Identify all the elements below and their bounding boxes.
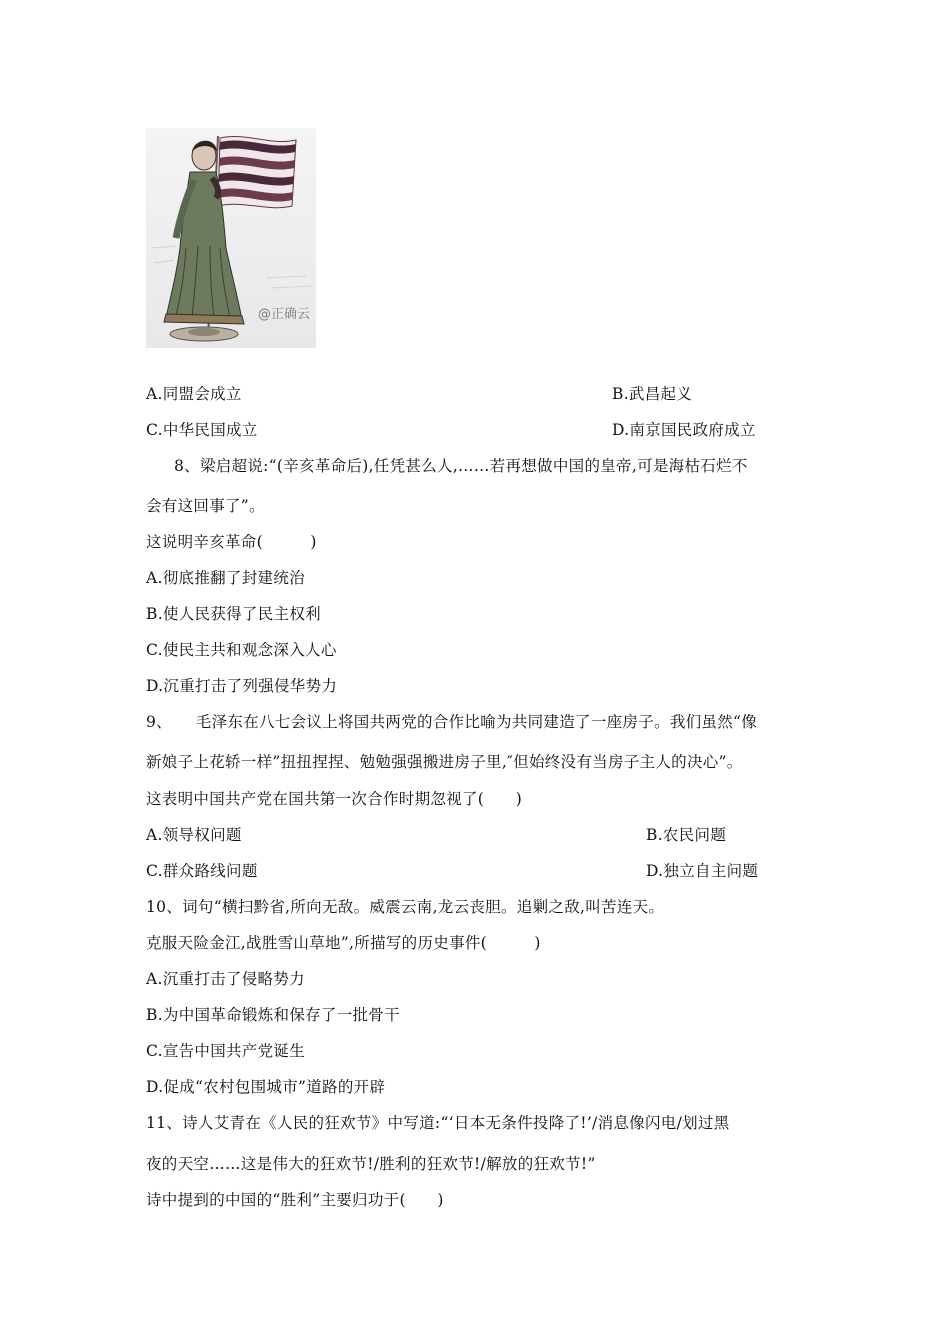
watermark-text: @正确云 xyxy=(258,307,311,322)
q11-stem-line3: 诗中提到的中国的“胜利”主要归功于( ) xyxy=(146,1191,444,1209)
q8-option-a: A.彻底推翻了封建统治 xyxy=(146,569,305,587)
q9-option-b: B.农民问题 xyxy=(646,826,727,844)
q9-option-d: D.独立自主问题 xyxy=(646,862,759,880)
q9-stem-line2: 新娘子上花轿一样”扭扭捏捏、勉勉强强搬进房子里,″但始终没有当房子主人的决心”。 xyxy=(146,753,743,771)
q10-option-b: B.为中国革命锻炼和保存了一批骨干 xyxy=(146,1006,400,1024)
q8-stem-line3: 这说明辛亥革命( ) xyxy=(146,533,317,551)
q7-option-d: D.南京国民政府成立 xyxy=(612,421,756,439)
q8-option-c: C.使民主共和观念深入人心 xyxy=(146,641,337,659)
q10-option-d: D.促成“农村包围城市”道路的开辟 xyxy=(146,1078,386,1096)
q11-stem-line2: 夜的天空……这是伟大的狂欢节!/胜利的狂欢节!/解放的狂欢节!” xyxy=(146,1155,596,1173)
q7-option-a: A.同盟会成立 xyxy=(146,385,242,403)
q7-option-c: C.中华民国成立 xyxy=(146,421,258,439)
question-illustration xyxy=(146,128,316,348)
q10-option-c: C.宣告中国共产党诞生 xyxy=(146,1042,306,1060)
q9-stem-line1: 9、 毛泽东在八七会议上将国共两党的合作比喻为共同建造了一座房子。我们虽然“像 xyxy=(146,713,758,731)
q8-option-b: B.使人民获得了民主权利 xyxy=(146,605,321,623)
q9-stem-line3: 这表明中国共产党在国共第一次合作时期忽视了( ) xyxy=(146,790,523,808)
q10-stem-line2: 克服天险金江,战胜雪山草地”,所描写的历史事件( ) xyxy=(146,934,541,952)
q9-option-c: C.群众路线问题 xyxy=(146,862,258,880)
q8-stem-line1: 8、梁启超说:“(辛亥革命后),任凭甚么人,……若再想做中国的皇帝,可是海枯石烂不 xyxy=(174,457,748,475)
q10-option-a: A.沉重打击了侵略势力 xyxy=(146,970,305,988)
q8-option-d: D.沉重打击了列强侵华势力 xyxy=(146,677,338,695)
q7-option-b: B.武昌起义 xyxy=(612,385,693,403)
q9-option-a: A.领导权问题 xyxy=(146,826,242,844)
q10-stem-line1: 10、词句“横扫黔省,所向无敌。威震云南,龙云丧胆。追剿之敌,叫苦连天。 xyxy=(146,898,665,916)
q11-stem-line1: 11、诗人艾青在《人民的狂欢节》中写道:“‘日本无条件投降了!’/消息像闪电/划过黑 xyxy=(146,1114,730,1132)
q8-stem-line2: 会有这回事了”。 xyxy=(146,497,265,515)
